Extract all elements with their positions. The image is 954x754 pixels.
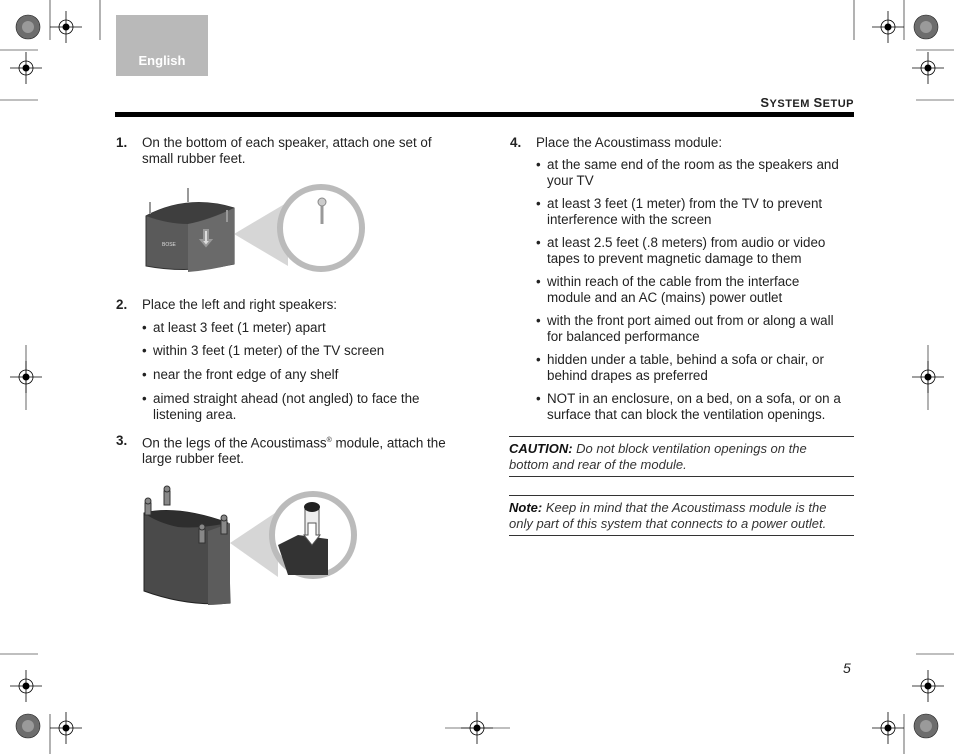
step-3: 3. On the legs of the Acoustimass® module, attach the large rubber feet. (116, 433, 446, 467)
registration-cross-icon (912, 52, 944, 84)
speaker-logo: BOSE (162, 242, 176, 248)
caution-text: CAUTION: Do not block ventilation openings on the bottom and rear of the module. (509, 441, 807, 472)
language-tab-label: English (138, 53, 186, 68)
list-item: • within reach of the cable from the interface module and an AC (mains) power outlet (536, 274, 800, 305)
registration-cross-icon (10, 670, 42, 702)
registration-star-icon (914, 15, 938, 39)
step-1: 1. On the bottom of each speaker, attach one set of small rubber feet. (116, 135, 432, 166)
step-4: 4. Place the Acoustimass module: (510, 135, 723, 150)
list-item: • at least 3 feet (1 meter) from the TV to prevent interference with the screen (536, 196, 823, 227)
list-item: • NOT in an enclosure, on a bed, on a sofa, or on a surface that can block the ventilation openings. (536, 391, 841, 422)
registration-star-icon (16, 714, 40, 738)
registration-cross-icon (10, 52, 42, 84)
step-2: 2. Place the left and right speakers: (116, 297, 338, 312)
registration-star-icon (914, 714, 938, 738)
section-title: SYSTEM SETUP (760, 95, 854, 110)
list-item: • hidden under a table, behind a sofa or chair, or behind drapes as preferred (536, 352, 824, 383)
note-text: Note: Keep in mind that the Acoustimass module is the only part of this system that connects to a power outlet. (509, 500, 827, 531)
registration-cross-icon (912, 670, 944, 702)
list-item: • at least 3 feet (1 meter) apart (142, 320, 326, 335)
registration-cross-icon (50, 712, 82, 744)
registration-cross-icon (872, 712, 904, 744)
registration-cross-icon (872, 11, 904, 43)
page-number: 5 (843, 660, 851, 676)
list-item: • within 3 feet (1 meter) of the TV screen (142, 343, 385, 358)
list-item: • at least 2.5 feet (.8 meters) from audio or video tapes to prevent magnetic damage to them (536, 235, 826, 266)
registration-star-icon (16, 15, 40, 39)
registration-cross-icon (50, 11, 82, 43)
list-item: • at the same end of the room as the speakers and your TV (536, 157, 839, 188)
list-item: • with the front port aimed out from or along a wall for balanced performance (536, 313, 834, 344)
list-item: • aimed straight ahead (not angled) to face the listening area. (142, 391, 420, 422)
list-item: • near the front edge of any shelf (142, 367, 339, 382)
